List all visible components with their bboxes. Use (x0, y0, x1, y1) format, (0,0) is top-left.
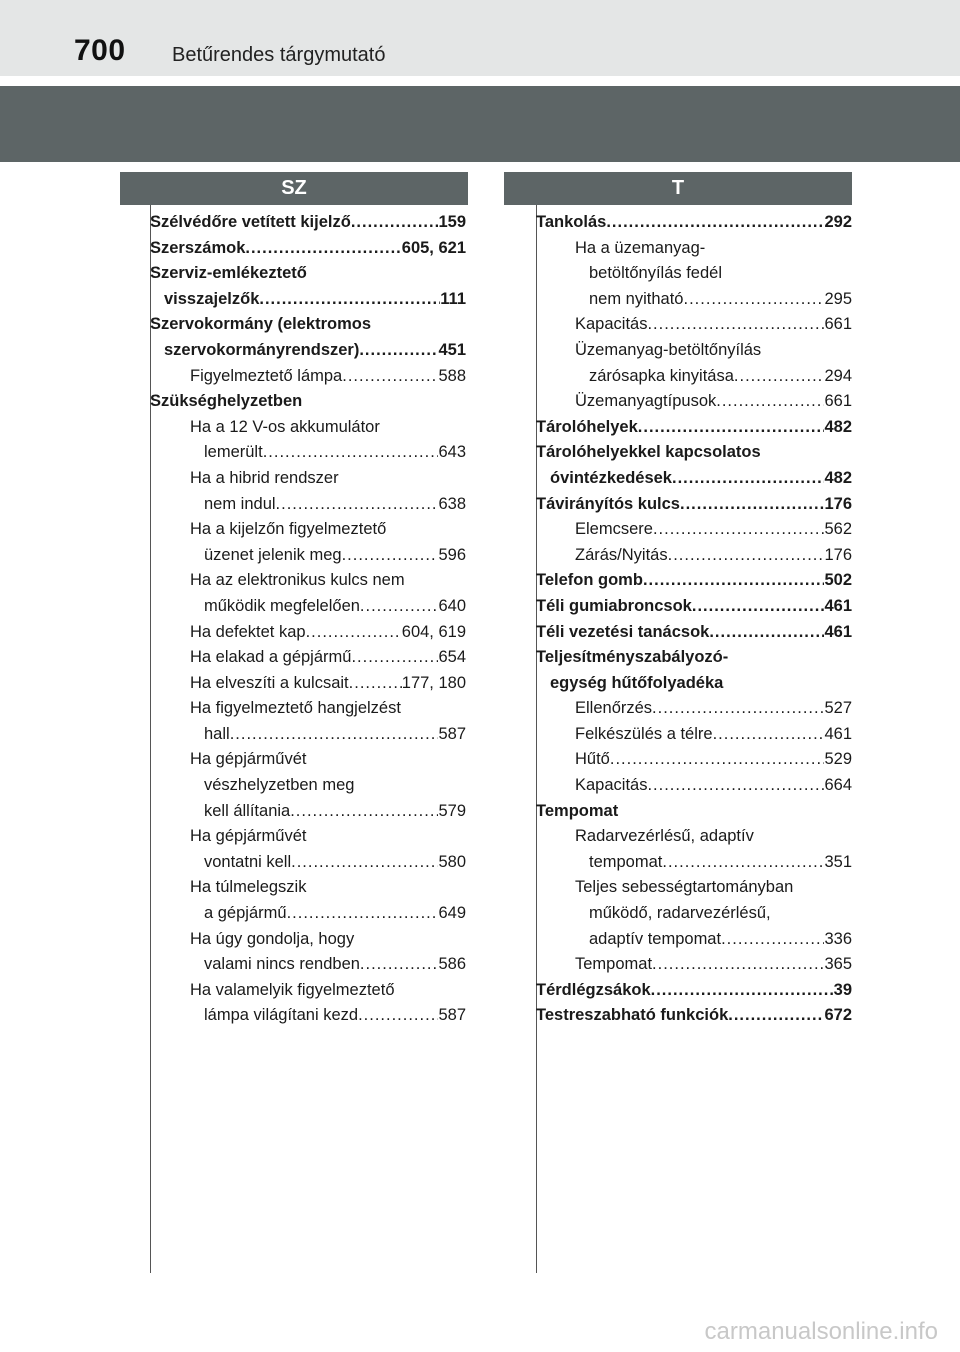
index-entry-text: Üzemanyagtípusok (575, 392, 717, 411)
index-entry (536, 440, 852, 466)
dot-leader (638, 415, 825, 441)
index-entry (536, 722, 852, 748)
index-entry-page: 351 (824, 852, 852, 871)
dot-leader (610, 747, 825, 773)
dot-leader (683, 287, 824, 313)
index-entry (536, 952, 852, 978)
index-entry-page: 605, 621 (401, 238, 466, 257)
dot-leader (709, 620, 824, 646)
index-entry-page: 661 (824, 315, 852, 334)
index-entry-page: 336 (824, 929, 852, 948)
index-entry (536, 312, 852, 338)
index-entry-text: működik megfelelően (204, 596, 360, 615)
dot-leader (263, 440, 439, 466)
index-entry-page: 643 (438, 443, 466, 462)
index-entry (150, 415, 466, 441)
index-entry (150, 978, 466, 1004)
index-entry-text: valami nincs rendben (204, 955, 360, 974)
index-entry-page: 461 (824, 724, 852, 743)
section-heading-t: T (504, 172, 852, 205)
dot-leader (360, 952, 439, 978)
index-entry-page: 176 (824, 545, 852, 564)
index-entry-text: kell állítania (204, 801, 291, 820)
index-entry (536, 901, 852, 927)
index-entry-text: Szerszámok (150, 238, 246, 257)
index-entry-page: 586 (438, 955, 466, 974)
index-entry-page: 176 (824, 494, 852, 513)
index-entry-page: 295 (824, 289, 852, 308)
page-title: Betűrendes tárgymutató (172, 44, 386, 66)
dot-leader (290, 799, 438, 825)
index-entry-page: 482 (824, 417, 852, 436)
index-entry (150, 620, 466, 646)
index-entry (150, 210, 466, 236)
index-entry (150, 287, 466, 313)
index-entry (150, 696, 466, 722)
index-entry-text: Ha gépjárművét (190, 750, 307, 769)
dot-leader (342, 364, 438, 390)
index-entry-page: 579 (438, 801, 466, 820)
index-entry-page: 529 (824, 750, 852, 769)
index-entry (536, 978, 852, 1004)
index-entry-text: egység hűtőfolyadéka (550, 673, 724, 692)
index-entry (536, 466, 852, 492)
index-entry-page: 159 (438, 213, 466, 231)
index-entry-text: Elemcsere (575, 520, 653, 539)
index-entry-text: Ha a üzemanyag- (575, 238, 706, 257)
dot-leader (349, 671, 402, 697)
index-entry (150, 312, 466, 338)
dot-leader (716, 389, 824, 415)
index-entry-text: betöltőnyílás fedél (589, 264, 723, 283)
index-entry-text: szervokormányrendszer) (164, 340, 360, 359)
index-entry (536, 645, 852, 671)
index-entry (536, 850, 852, 876)
index-entry-text: működő, radarvezérlésű, (589, 904, 771, 923)
index-entry-text: Szervokormány (elektromos (150, 315, 372, 334)
index-entry-text: Teljes sebességtartományban (575, 878, 794, 897)
index-entry-text: visszajelzők (164, 289, 260, 308)
index-entry-text: Szerviz-emlékeztető (150, 264, 307, 283)
index-entry (536, 261, 852, 287)
dot-leader (662, 850, 824, 876)
index-entry (536, 696, 852, 722)
index-entry (536, 620, 852, 646)
dot-leader (342, 543, 439, 569)
dot-leader (351, 210, 439, 236)
index-entry (536, 773, 852, 799)
index-entry-text: Zárás/Nyitás (575, 545, 668, 564)
dot-leader (291, 850, 438, 876)
index-entry-page: 527 (824, 699, 852, 718)
index-entry-page: 461 (824, 622, 852, 641)
index-entry (536, 492, 852, 518)
index-entry (536, 287, 852, 313)
dot-leader (643, 568, 825, 594)
index-entry (536, 927, 852, 953)
index-entry-page: 654 (438, 648, 466, 667)
index-entry-text: Ha elakad a gépjármű (190, 648, 352, 667)
index-entry-text: adaptív tempomat (589, 929, 722, 948)
index-entry-text: Hűtő (575, 750, 610, 769)
index-entry (536, 389, 852, 415)
index-entry-text: a gépjármű (204, 904, 287, 923)
index-entry-text: Teljesítményszabályozó- (536, 648, 729, 667)
index-entry (150, 492, 466, 518)
index-entry-text: Szélvédőre vetített kijelző (150, 213, 351, 231)
index-entry-page: 604, 619 (401, 622, 466, 641)
index-entry-page: 461 (824, 596, 852, 615)
index-entry-page: 502 (824, 571, 852, 590)
index-entry-text: Szükséghelyzetben (150, 392, 303, 411)
index-entry-text: Tárolóhelyek (536, 417, 638, 436)
index-entry-text: vontatni kell (204, 852, 292, 871)
index-entry-text: vészhelyzetben meg (204, 776, 355, 795)
index-entry (536, 568, 852, 594)
index-entry-text: Kapacitás (575, 315, 648, 334)
header-band (0, 86, 960, 162)
index-entry-text: Ha a hibrid rendszer (190, 468, 339, 487)
index-entry-text: lámpa világítani kezd (204, 1006, 359, 1025)
index-entry-text: Figyelmeztető lámpa (190, 366, 343, 385)
index-entry-text: nem nyitható (589, 289, 684, 308)
index-entry (536, 543, 852, 569)
index-entry (536, 594, 852, 620)
dot-leader (306, 620, 402, 646)
index-entry-page: 562 (824, 520, 852, 539)
index-entry-text: Térdlégzsákok (536, 980, 651, 999)
index-entry (150, 722, 466, 748)
index-entry-text: Ha gépjárművét (190, 827, 307, 846)
dot-leader (653, 517, 825, 543)
index-entry (150, 1003, 466, 1029)
index-entry-text: nem indul (204, 494, 276, 513)
index-entry-text: Téli gumiabroncsok (536, 596, 692, 615)
index-entry-page: 111 (440, 289, 466, 308)
index-entry (536, 799, 852, 825)
index-entry-text: Testreszabható funkciók (536, 1006, 729, 1025)
index-entry-page: 482 (824, 468, 852, 487)
index-entry (536, 364, 852, 390)
index-entry-page: 451 (438, 340, 466, 359)
index-entry (536, 875, 852, 901)
index-entry (150, 824, 466, 850)
index-entry-text: Telefon gomb (536, 571, 643, 590)
dot-leader (606, 210, 824, 236)
index-entry (150, 338, 466, 364)
index-entry-page: 294 (824, 366, 852, 385)
index-entry (150, 901, 466, 927)
index-entry-text: Tempomat (536, 801, 619, 820)
index-entry (150, 671, 466, 697)
index-entry-text: Távirányítós kulcs (536, 494, 680, 513)
index-entry (150, 799, 466, 825)
dot-leader (359, 338, 438, 364)
dot-leader (652, 952, 824, 978)
index-entry (536, 824, 852, 850)
index-entry-text: Ha a 12 V-os akkumulátor (190, 417, 380, 436)
index-entry-text: zárósapka kinyitása (589, 366, 734, 385)
index-entry-page: 596 (438, 545, 466, 564)
index-entry-text: üzenet jelenik meg (204, 545, 342, 564)
index-entry-page: 638 (438, 494, 466, 513)
index-entry (150, 747, 466, 773)
index-entry (150, 952, 466, 978)
index-entry (150, 927, 466, 953)
dot-leader (259, 287, 440, 313)
index-entry-text: Tankolás (536, 213, 607, 231)
index-entry-page: 587 (438, 724, 466, 743)
index-entry-text: Ha úgy gondolja, hogy (190, 929, 355, 948)
index-entry-page: 177, 180 (401, 673, 466, 692)
index-entry-text: Ha figyelmeztető hangjelzést (190, 699, 401, 718)
dot-leader (721, 927, 824, 953)
watermark: carmanualsonline.info (704, 1318, 938, 1345)
dot-leader (287, 901, 439, 927)
dot-leader (360, 594, 439, 620)
index-entry-page: 640 (438, 596, 466, 615)
index-entry-text: Ha elveszíti a kulcsait (190, 673, 349, 692)
index-entry (536, 338, 852, 364)
index-entry (150, 543, 466, 569)
index-entry-page: 672 (824, 1006, 852, 1025)
index-entry (150, 389, 466, 415)
index-column-left (150, 210, 466, 1029)
index-entry-page: 292 (824, 213, 852, 231)
index-entry-text: Ha a kijelzőn figyelmeztető (190, 520, 387, 539)
dot-leader (680, 492, 824, 518)
dot-leader (651, 978, 834, 1004)
index-entry (150, 875, 466, 901)
index-entry (536, 671, 852, 697)
index-entry (150, 594, 466, 620)
dot-leader (734, 364, 825, 390)
index-entry (150, 236, 466, 262)
index-column-right (536, 210, 852, 1029)
index-entry (536, 415, 852, 441)
index-entry (150, 568, 466, 594)
index-entry-text: Kapacitás (575, 776, 648, 795)
index-entry-text: lemerült (204, 443, 263, 462)
dot-leader (351, 645, 438, 671)
section-heading-sz: SZ (120, 172, 468, 205)
index-entry (150, 466, 466, 492)
dot-leader (692, 594, 825, 620)
index-entry (150, 645, 466, 671)
index-entry-page: 664 (824, 776, 852, 795)
dot-leader (245, 236, 401, 262)
index-entry (536, 210, 852, 236)
dot-leader (728, 1003, 824, 1029)
dot-leader (647, 773, 824, 799)
index-entry-text: Ha az elektronikus kulcs nem (190, 571, 405, 590)
index-entry (150, 440, 466, 466)
page-number: 700 (74, 34, 126, 67)
index-entry (150, 364, 466, 390)
index-entry-text: óvintézkedések (550, 468, 672, 487)
index-entry (536, 1003, 852, 1029)
index-entry-page: 588 (438, 366, 466, 385)
index-entry-text: Ha valamelyik figyelmeztető (190, 980, 395, 999)
index-entry-page: 580 (438, 852, 466, 871)
index-entry-page: 649 (438, 904, 466, 923)
index-entry-page: 661 (824, 392, 852, 411)
header-strip (0, 0, 960, 76)
index-entry-text: Ellenőrzés (575, 699, 653, 718)
index-entry (150, 773, 466, 799)
index-entry-page: 587 (438, 1006, 466, 1025)
index-entry (536, 747, 852, 773)
dot-leader (647, 312, 824, 338)
index-entry (536, 236, 852, 262)
index-entry (150, 261, 466, 287)
dot-leader (652, 696, 824, 722)
dot-leader (276, 492, 439, 518)
index-entry (150, 850, 466, 876)
dot-leader (672, 466, 824, 492)
index-entry-text: Radarvezérlésű, adaptív (575, 827, 754, 846)
index-entry (536, 517, 852, 543)
index-entry-text: Üzemanyag-betöltőnyílás (575, 340, 762, 359)
dot-leader (668, 543, 825, 569)
index-entry-text: Tárolóhelyekkel kapcsolatos (536, 443, 761, 462)
index-entry-text: tempomat (589, 852, 663, 871)
dot-leader (230, 722, 439, 748)
index-entry (150, 517, 466, 543)
index-entry-page: 39 (833, 980, 852, 999)
dot-leader (713, 722, 825, 748)
index-entry-page: 365 (824, 955, 852, 974)
index-entry-text: hall (204, 724, 230, 743)
index-entry-text: Téli vezetési tanácsok (536, 622, 710, 641)
index-entry-text: Ha defektet kap (190, 622, 306, 641)
dot-leader (358, 1003, 438, 1029)
index-entry-text: Ha túlmelegszik (190, 878, 307, 897)
index-entry-text: Felkészülés a télre (575, 724, 713, 743)
index-entry-text: Tempomat (575, 955, 653, 974)
